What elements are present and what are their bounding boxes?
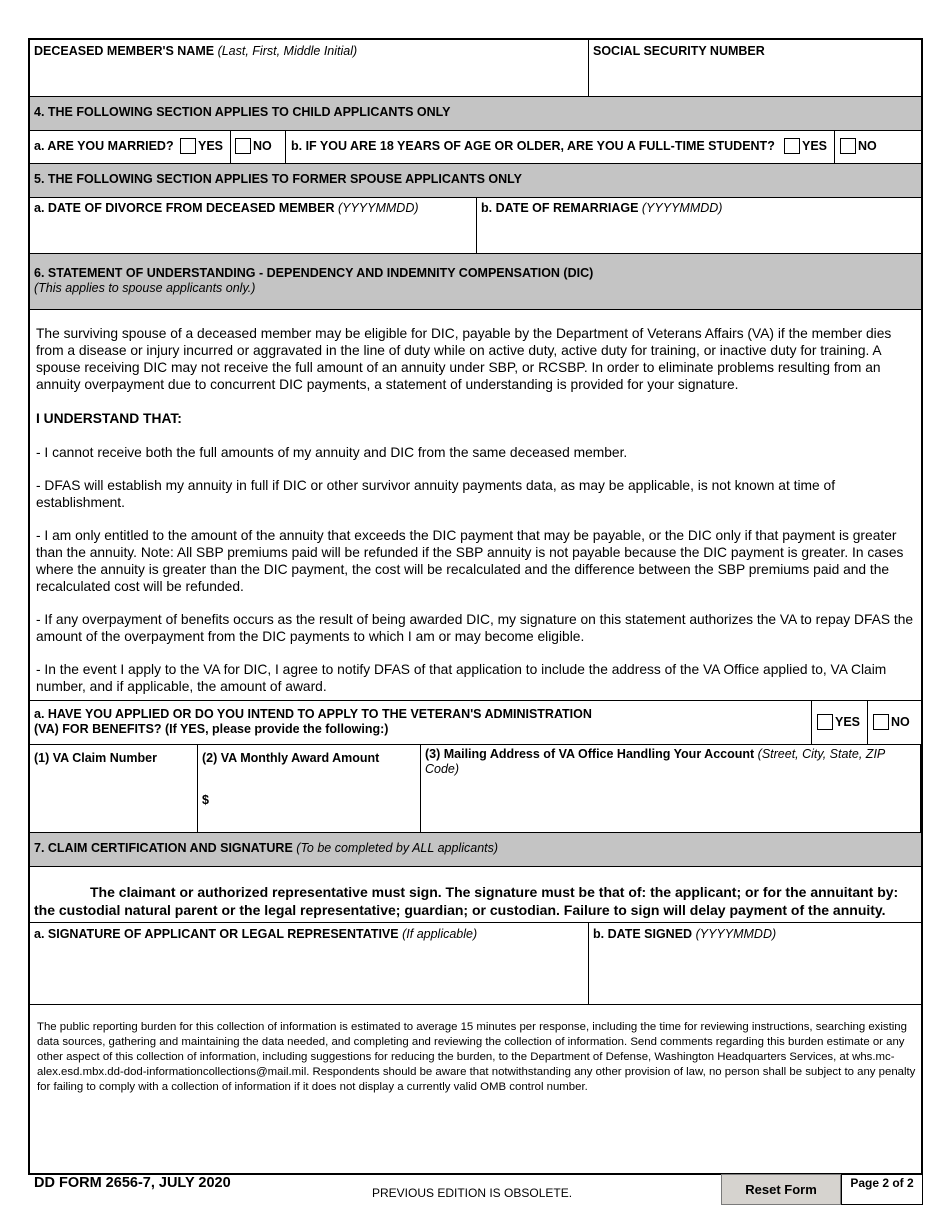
understand-heading: I UNDERSTAND THAT: bbox=[36, 411, 182, 426]
va-award-amount-input[interactable] bbox=[214, 788, 414, 814]
section7-title: 7. CLAIM CERTIFICATION AND SIGNATURE (To be completed by ALL applicants) bbox=[34, 841, 499, 855]
understand-item: - I am only entitled to the amount of the annuity that exceeds the DIC payment that may be payable, or the DIC only if that payment is greater than the annuity. Note: All SBP premiums paid will be refunded if the SBP annuity is not payable because the DIC payment is greater. In cases where the annuity is greater than the DIC payment, the cost will be recalculated and the difference between the SBP premiums paid and the recalculated cost will be refunded. bbox=[36, 528, 904, 594]
married-no-checkbox[interactable] bbox=[235, 138, 251, 154]
va-award-amount-label: (2) VA Monthly Award Amount bbox=[202, 751, 380, 765]
section6-subtitle: (This applies to spouse applicants only.) bbox=[34, 281, 256, 295]
obsolete-notice: PREVIOUS EDITION IS OBSOLETE. bbox=[372, 1186, 573, 1200]
understand-item: - If any overpayment of benefits occurs as the result of being awarded DIC, my signature on this statement authorizes the VA to repay DFAS the amount of the overpayment from the DIC payments to which I am or may become eligible. bbox=[36, 612, 914, 644]
va-applied-no-checkbox[interactable] bbox=[873, 714, 889, 730]
divorce-date-input[interactable] bbox=[34, 220, 472, 248]
remarriage-date-label: b. DATE OF REMARRIAGE (YYYYMMDD) bbox=[481, 201, 723, 215]
date-signed-input[interactable] bbox=[593, 948, 918, 998]
va-claim-number-input[interactable] bbox=[34, 770, 194, 830]
section4-title: 4. THE FOLLOWING SECTION APPLIES TO CHILD APPLICANTS ONLY bbox=[34, 105, 451, 119]
va-applied-yes-label: YES bbox=[835, 715, 861, 729]
understand-item: - I cannot receive both the full amounts of my annuity and DIC from the same deceased member. bbox=[36, 445, 628, 460]
married-yes-label: YES bbox=[198, 139, 224, 153]
student-no-label: NO bbox=[858, 139, 877, 153]
section5-title: 5. THE FOLLOWING SECTION APPLIES TO FORMER SPOUSE APPLICANTS ONLY bbox=[34, 172, 523, 186]
understand-item: - In the event I apply to the VA for DIC, I agree to notify DFAS of that application to include the address of the VA Office applied to, VA Claim number, and if applicable, the amount of award. bbox=[36, 662, 887, 694]
deceased-name-label: DECEASED MEMBER'S NAME (Last, First, Middle Initial) bbox=[34, 44, 358, 58]
signature-input[interactable] bbox=[34, 948, 584, 998]
divorce-date-label: a. DATE OF DIVORCE FROM DECEASED MEMBER (YYYYMMDD) bbox=[34, 201, 419, 215]
student-yes-label: YES bbox=[802, 139, 828, 153]
deceased-name-input[interactable] bbox=[34, 64, 584, 92]
page-number: Page 2 of 2 bbox=[841, 1174, 923, 1205]
dollar-sign: $ bbox=[202, 793, 209, 807]
reset-form-button[interactable]: Reset Form bbox=[721, 1174, 841, 1205]
ssn-label: SOCIAL SECURITY NUMBER bbox=[593, 44, 765, 58]
form-identifier: DD FORM 2656-7, JULY 2020 bbox=[34, 1175, 231, 1191]
dic-intro-paragraph: The surviving spouse of a deceased member may be eligible for DIC, payable by the Department of Veterans Affairs (VA) if the member dies from a disease or injury incurred or aggravated in the line of duty while on active duty, active duty for training, or inactive duty for training. A spouse receiving DIC may not receive the full amount of an annuity under SBP, or RCSBP. In order to eliminate problems resulting from an annuity overpayment due to concurrent DIC payments, a statement of understanding is provided for your signature. bbox=[36, 326, 892, 392]
form-page bbox=[28, 38, 923, 1175]
va-applied-no-label: NO bbox=[891, 715, 910, 729]
student-no-checkbox[interactable] bbox=[840, 138, 856, 154]
date-signed-label: b. DATE SIGNED (YYYYMMDD) bbox=[593, 927, 777, 941]
va-applied-question-line2: (VA) FOR BENEFITS? (If YES, please provide the following:) bbox=[34, 722, 389, 736]
married-no-label: NO bbox=[253, 139, 272, 153]
section6-title: 6. STATEMENT OF UNDERSTANDING - DEPENDENCY AND INDEMNITY COMPENSATION (DIC) bbox=[34, 266, 594, 280]
va-applied-yes-checkbox[interactable] bbox=[817, 714, 833, 730]
burden-statement: The public reporting burden for this collection of information is estimated to average 15 minutes per response, including the time for reviewing instructions, searching existing data sources, gathering and maintaining the data needed, and completing and reviewing the collection of information. Send comments regarding this burden estimate or any other aspect of this collection of information, including suggestions for reducing the burden, to the Department of Defense, Washington Headquarters Services, at whs.mc-alex.esd.mbx.dd-dod-informationcollections@mail.mil. Respondents should be aware that notwithstanding any other provision of law, no person shall be subject to any penalty for failing to comply with a collection of information if it does not display a currently valid OMB control number. bbox=[37, 1021, 916, 1093]
married-yes-checkbox[interactable] bbox=[180, 138, 196, 154]
student-yes-checkbox[interactable] bbox=[784, 138, 800, 154]
va-claim-number-label: (1) VA Claim Number bbox=[34, 751, 157, 765]
student-question: b. IF YOU ARE 18 YEARS OF AGE OR OLDER, ARE YOU A FULL-TIME STUDENT? bbox=[291, 139, 775, 153]
va-applied-question-line1: a. HAVE YOU APPLIED OR DO YOU INTEND TO APPLY TO THE VETERAN'S ADMINISTRATION bbox=[34, 707, 592, 721]
signature-label: a. SIGNATURE OF APPLICANT OR LEGAL REPRESENTATIVE (If applicable) bbox=[34, 927, 478, 941]
remarriage-date-input[interactable] bbox=[481, 220, 919, 248]
signature-notice: The claimant or authorized representative must sign. The signature must be that of: the applicant; or for the annuitant by: the custodial natural parent or the legal representative; guardian; or custodian. Failure to sign will delay payment of the annuity. bbox=[34, 884, 899, 918]
married-question: a. ARE YOU MARRIED? bbox=[34, 139, 174, 153]
ssn-input[interactable] bbox=[593, 64, 918, 92]
va-mailing-address-label: (3) Mailing Address of VA Office Handling Your Account (Street, City, State, ZIP Code) bbox=[425, 747, 885, 776]
understand-item: - DFAS will establish my annuity in full if DIC or other survivor annuity payments data, as may be applicable, is not known at time of establishment. bbox=[36, 478, 836, 510]
va-mailing-address-input[interactable] bbox=[425, 782, 915, 828]
